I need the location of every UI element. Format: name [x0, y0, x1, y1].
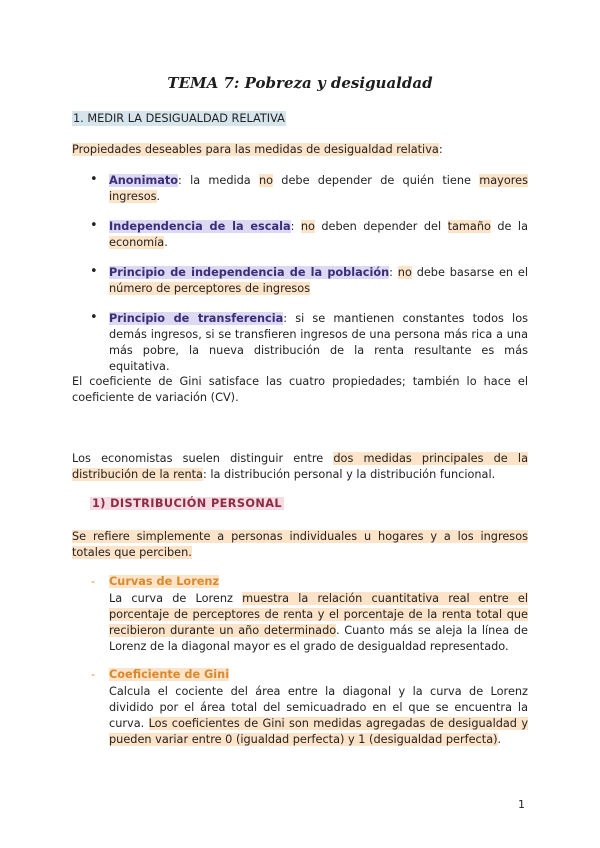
dash-marker: - [91, 668, 96, 681]
text: Calcula el cociente del área entre la diagonal y la curva de Lorenz dividido por el área total del semicuadrado en el que se encuentra la curva. [109, 685, 528, 730]
text: : [389, 266, 398, 279]
text: . [156, 190, 161, 203]
text: : la distribución personal y la distribución funcional. [202, 468, 496, 481]
bullet-icon [90, 264, 98, 279]
section-heading-2: 1) DISTRIBUCIÓN PERSONAL [92, 497, 282, 510]
item-title-lorenz: Curvas de Lorenz [109, 575, 220, 588]
dash-marker: - [91, 575, 96, 588]
highlight: Se refiere simplemente a personas individuales u hogares y a los ingresos totales que perciben. [72, 530, 528, 559]
property-term: Principio de transferencia [109, 312, 284, 325]
highlight: no [300, 220, 315, 233]
highlight: tamaño [447, 220, 491, 233]
section-heading-1: 1. MEDIR LA DESIGUALDAD RELATIVA [73, 112, 285, 125]
text: : la medida [178, 174, 259, 187]
text: . Cuanto más se aleja la línea de Lorenz de la diagonal mayor es el grado de desigualdad representado. [109, 624, 528, 653]
property-independencia-escala [109, 219, 528, 251]
intro-paragraph [72, 142, 528, 158]
text: La curva de Lorenz [109, 592, 243, 605]
distribution-paragraph [72, 451, 528, 483]
text: debe depender de quién tiene [273, 174, 480, 187]
bullet-icon [90, 218, 98, 233]
highlight: no [258, 174, 274, 187]
text: . [497, 733, 502, 746]
highlight: número de perceptores de ingresos [109, 282, 311, 295]
property-term: Independencia de la escala [109, 220, 291, 233]
gini-paragraph: El coeficiente de Gini satisface las cuatro propiedades; también lo hace el coeficiente de variación (CV). [72, 375, 528, 404]
text: : [290, 220, 301, 233]
item-title-gini: Coeficiente de Gini [109, 668, 230, 681]
page-number: 1 [518, 798, 525, 811]
bullet-icon [90, 172, 98, 187]
intro-highlight: Propiedades deseables para las medidas de desigualdad relativa [72, 143, 439, 156]
bullet-icon [90, 310, 98, 325]
property-independencia-poblacion [109, 265, 528, 297]
highlight: dos medidas principales de la distribución de la renta [72, 452, 528, 481]
highlight: muestra la relación cuantitativa real entre el porcentaje de perceptores de renta y el porcentaje de la renta total que recibieron durante un año determinado [109, 592, 528, 637]
personal-paragraph [72, 529, 528, 561]
intro-colon: : [438, 143, 443, 156]
property-term: Principio de independencia de la población [109, 266, 390, 279]
property-transferencia [109, 311, 528, 375]
page-title: TEMA 7: Pobreza y desigualdad [167, 74, 433, 92]
highlight: mayores ingresos [109, 174, 528, 203]
text: : si se mantienen constantes todos los demás ingresos, si se transfieren ingresos de una persona más rica a una más pobre, la nueva distribución de la renta resultante es más equitativa. [109, 312, 528, 373]
property-term: Anonimato [109, 174, 179, 187]
property-anonimato [109, 173, 528, 205]
highlight: economía [109, 236, 165, 249]
highlight: no [397, 266, 412, 279]
text: debe basarse en el [411, 266, 528, 279]
item-text-gini [109, 684, 528, 748]
item-text-lorenz [109, 591, 528, 655]
text: de la [490, 220, 528, 233]
text: . [164, 236, 168, 249]
text: Los economistas suelen distinguir entre [72, 452, 334, 465]
text: deben depender del [314, 220, 448, 233]
highlight: Los coeficientes de Gini son medidas agregadas de desigualdad y pueden variar entre 0 (igualdad perfecta) y 1 (desigualdad perfecta) [109, 717, 529, 746]
